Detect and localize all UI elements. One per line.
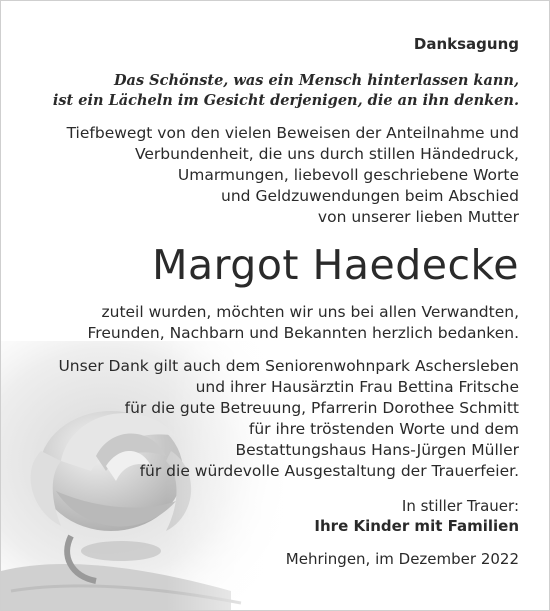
heading: Danksagung (413, 35, 519, 53)
special-line: für die gute Betreuung, Pfarrerin Dorothee Schmitt (124, 399, 519, 417)
thanks-line: Freunden, Nachbarn und Bekannten herzlich bedanken. (87, 324, 519, 342)
intro-line: von unserer lieben Mutter (317, 208, 519, 226)
intro-paragraph (19, 123, 519, 228)
special-line: für die würdevolle Ausgestaltung der Trauerfeier. (139, 462, 519, 480)
family-signature: Ihre Kinder mit Familien (314, 517, 519, 535)
special-line: Bestattungshaus Hans-Jürgen Müller (235, 441, 519, 459)
thanks-line: zuteil wurden, möchten wir uns bei allen Verwandten, (101, 303, 519, 321)
quote-line: Das Schönste, was ein Mensch hinterlassen kann, (113, 72, 519, 89)
quote-line: ist ein Lächeln im Gesicht derjenigen, die an ihn denken. (52, 92, 519, 109)
thanks-paragraph (19, 302, 519, 344)
intro-line: Verbundenheit, die uns durch stillen Händedruck, (135, 145, 519, 163)
memorial-quote (19, 71, 519, 111)
place-date: Mehringen, im Dezember 2022 (285, 550, 519, 568)
special-line: Unser Dank gilt auch dem Seniorenwohnpark Aschersleben (58, 357, 519, 375)
deceased-name: Margot Haedecke (152, 241, 519, 289)
signoff: In stiller Trauer: (401, 497, 519, 515)
special-thanks-paragraph (19, 356, 519, 482)
special-line: und ihrer Hausärztin Frau Bettina Fritsche (195, 378, 519, 396)
notice-text (19, 35, 519, 569)
intro-line: und Geldzuwendungen beim Abschied (221, 187, 519, 205)
intro-line: Umarmungen, liebevoll geschriebene Worte (177, 166, 519, 184)
intro-line: Tiefbewegt von den vielen Beweisen der Anteilnahme und (66, 124, 519, 142)
special-line: für ihre tröstenden Worte und dem (248, 420, 519, 438)
